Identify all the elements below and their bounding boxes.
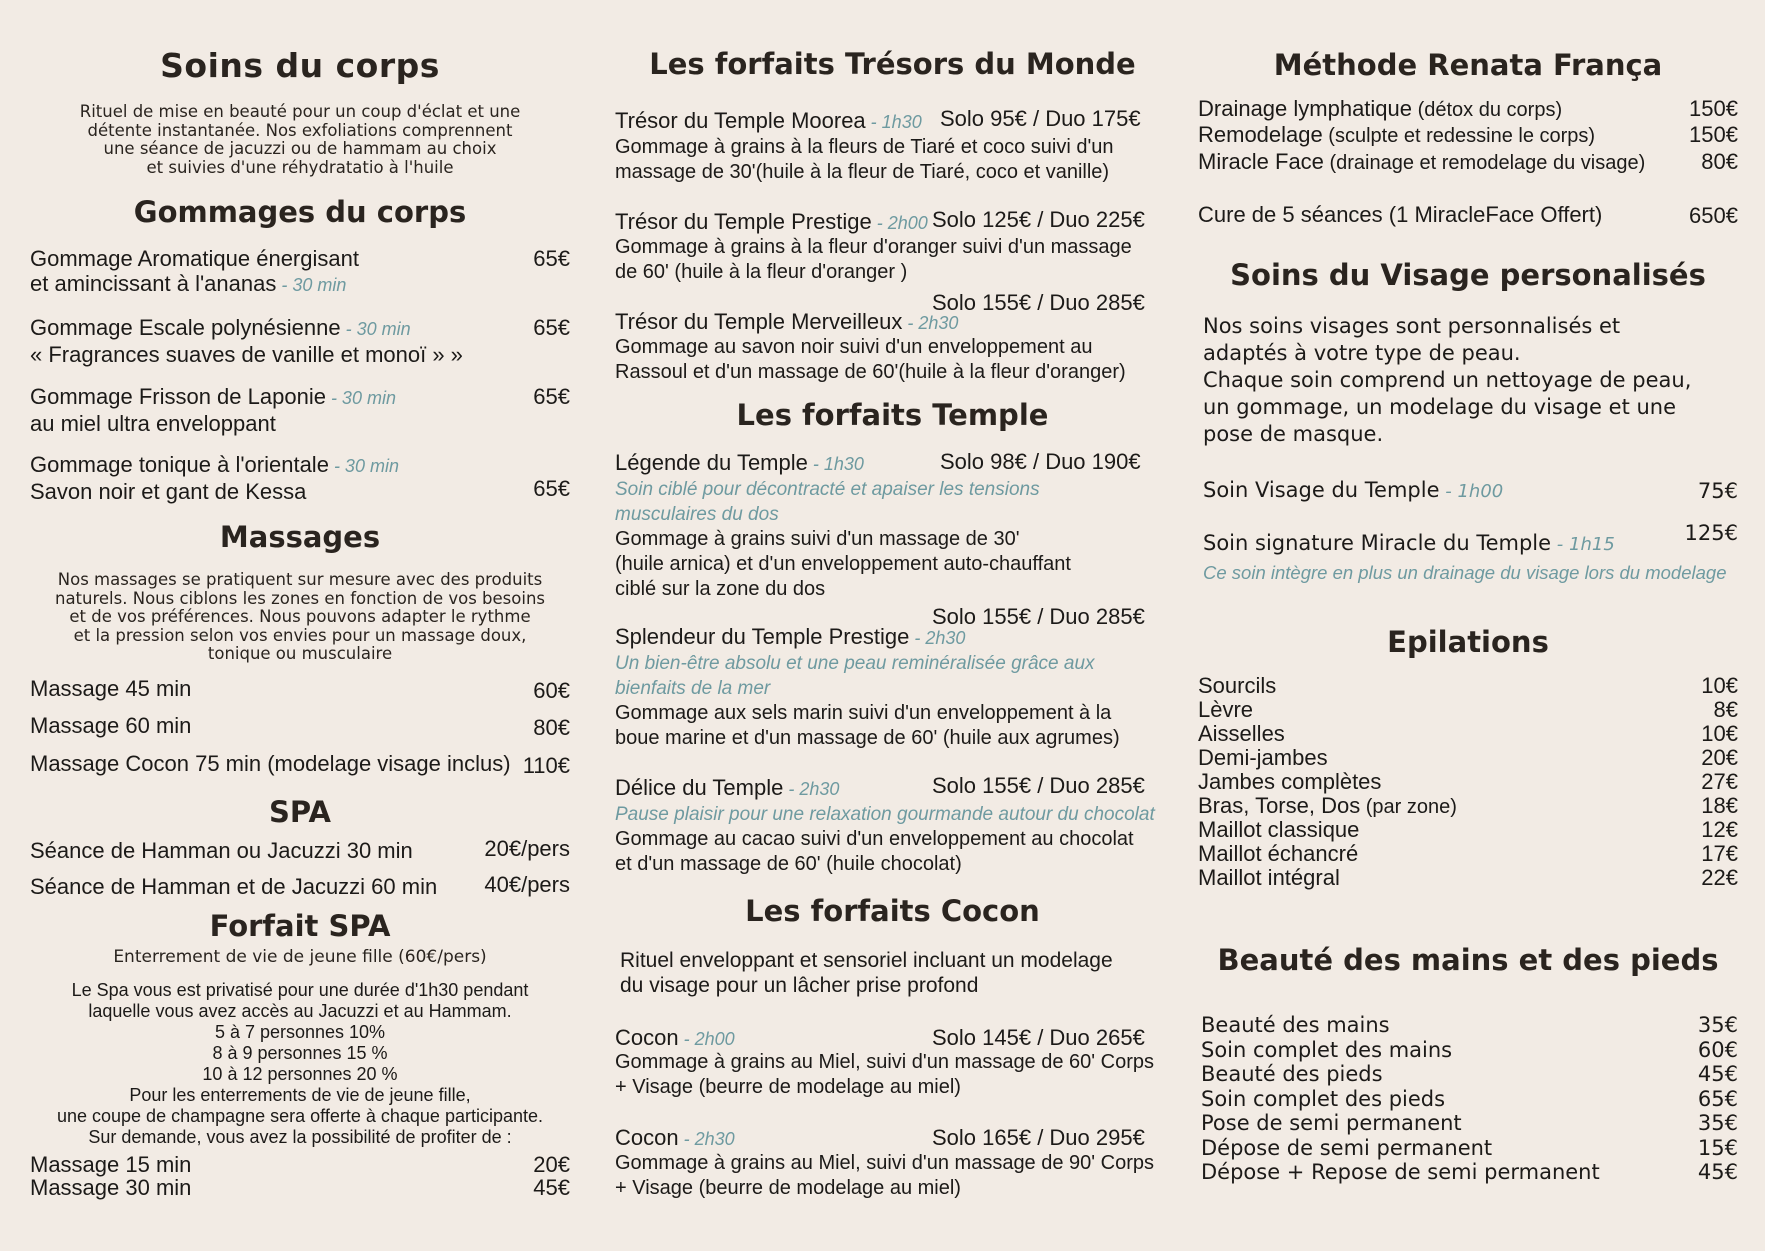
list-item: Massage 15 min (30, 1152, 192, 1177)
list-item (615, 624, 965, 651)
item-description: Gommage aux sels marin suivi d'un enveloppement à la boue marine et d'un massage de 60' (huile aux agrumes) (615, 702, 1120, 749)
list-item (30, 246, 359, 298)
item-duration: - 2h30 (783, 779, 840, 799)
item-price: 75€ (1697, 479, 1738, 503)
item-duration: - 1h15 (1551, 534, 1615, 555)
list-item (615, 209, 928, 236)
item-price: 35€ (1697, 1013, 1738, 1037)
list-item (1203, 530, 1615, 558)
list-item (1198, 1135, 1738, 1160)
item-name: Soin signature Miracle du Temple (1203, 531, 1552, 555)
item-duration: - 1h30 (865, 112, 922, 132)
item-price: 10€ (1701, 721, 1738, 746)
item-name: Trésor du Temple Prestige (615, 209, 872, 234)
item-price: 22€ (1701, 865, 1738, 890)
item-name: Maillot échancré (1198, 841, 1359, 866)
item-detail: (par zone) (1360, 796, 1457, 818)
list-item (615, 108, 922, 135)
list-item: Massage 30 min (30, 1175, 192, 1200)
item-price: 80€ (1701, 149, 1738, 174)
item-price: 17€ (1701, 841, 1738, 866)
soins-corps-intro: Rituel de mise en beauté pour un coup d'éclat et une détente instantanée. Nos exfoliations comprennent une séance de jacuzzi ou de hammam au choix et suivies d'une réhydratatio à l'huile (79, 102, 521, 177)
list-item (1198, 745, 1738, 769)
item-price: 60€ (1697, 1037, 1738, 1062)
list-item (1198, 793, 1738, 817)
list-item (1198, 721, 1738, 745)
list-item: Massage Cocon 75 min (modelage visage inclus) (30, 751, 511, 776)
item-name: Maillot classique (1198, 817, 1360, 842)
list-item (30, 384, 396, 436)
item-name: Beauté des mains (1201, 1013, 1390, 1037)
item-description: Gommage à grains au Miel, suivi d'un massage de 90' Corps + Visage (beurre de modelage au miel) (615, 1152, 1155, 1199)
list-item (1198, 1061, 1738, 1086)
item-name: Drainage lymphatique (1198, 96, 1413, 121)
item-note: Pause plaisir pour une relaxation gourmande autour du chocolat (615, 804, 1155, 825)
item-name: Gommage Aromatique énergisant (30, 246, 359, 271)
list-item: Séance de Hamman et de Jacuzzi 60 min (30, 874, 438, 899)
list-item (1198, 841, 1738, 865)
list-item (1198, 96, 1562, 123)
list-item (1198, 202, 1602, 229)
item-name: Trésor du Temple Merveilleux (615, 309, 903, 334)
list-item: Massage 60 min (30, 713, 192, 738)
item-duration: - 30 min (276, 275, 347, 295)
list-item (615, 450, 864, 477)
item-name: Délice du Temple (615, 775, 784, 800)
list-item: Massage 45 min (30, 676, 192, 701)
list-item (615, 775, 839, 802)
item-price: Solo 165€ / Duo 295€ (932, 1125, 1145, 1150)
item-price: 20€ (1701, 745, 1738, 770)
item-price: Solo 145€ / Duo 265€ (932, 1025, 1145, 1050)
item-price: 65€ (533, 315, 570, 340)
item-detail: (drainage et remodelage du visage) (1323, 152, 1646, 174)
item-price: 15€ (1697, 1135, 1738, 1160)
item-name: Remodelage (1198, 122, 1323, 147)
item-price: Solo 98€ / Duo 190€ (940, 449, 1141, 474)
forfait-spa-subtitle: Enterrement de vie de jeune fille (60€/pers) (113, 947, 487, 967)
item-name: Soin complet des mains (1201, 1037, 1453, 1062)
item-duration: - 1h30 (807, 454, 864, 474)
item-name: Beauté des pieds (1201, 1062, 1383, 1086)
item-price: 27€ (1701, 769, 1738, 794)
item-name: Maillot intégral (1198, 865, 1340, 890)
item-description: Gommage au cacao suivi d'un enveloppement au chocolat et d'un massage de 60' (huile chocolat) (615, 828, 1134, 875)
item-price: 80€ (533, 715, 570, 740)
item-name: Dépose + Repose de semi permanent (1201, 1160, 1600, 1184)
section-title-beaute: Beauté des mains et des pieds (1217, 943, 1719, 977)
item-price: 8€ (1713, 697, 1738, 722)
item-price: 150€ (1689, 96, 1738, 121)
item-price: 65€ (533, 384, 570, 409)
section-title-forfait-spa: Forfait SPA (209, 909, 391, 943)
item-duration: - 2h30 (902, 313, 959, 333)
item-price: 45€ (1697, 1062, 1738, 1086)
item-duration: - 30 min (325, 388, 396, 408)
item-duration: - 2h00 (871, 213, 928, 233)
section-title-temple: Les forfaits Temple (736, 398, 1049, 432)
cocon-intro: Rituel enveloppant et sensoriel incluant un modelage du visage pour un lâcher prise profond (620, 949, 1113, 997)
item-price: 650€ (1689, 203, 1738, 228)
item-price: Solo 155€ / Duo 285€ (932, 604, 1145, 629)
item-price: 40€/pers (484, 872, 570, 897)
item-name: Soin Visage du Temple (1203, 478, 1440, 502)
item-detail: (détox du corps) (1412, 99, 1563, 121)
item-name: Dépose de semi permanent (1201, 1135, 1493, 1160)
list-item (615, 1025, 735, 1052)
item-name: Cure de 5 séances (1 MiracleFace Offert) (1198, 202, 1603, 227)
item-price: 150€ (1689, 122, 1738, 147)
list-item (1198, 122, 1595, 149)
item-name: Aisselles (1198, 721, 1285, 746)
item-price: 125€ (1684, 521, 1738, 545)
item-description: Gommage à grains à la fleur d'oranger suivi d'un massage de 60' (huile à la fleur d'oranger ) (615, 236, 1132, 283)
section-title-visage: Soins du Visage personalisés (1230, 258, 1706, 292)
item-price: 10€ (1701, 673, 1738, 698)
item-duration: - 1h00 (1439, 481, 1504, 502)
list-item (1198, 865, 1738, 889)
item-duration: - 2h30 (909, 628, 966, 648)
section-title-cocon: Les forfaits Cocon (745, 894, 1040, 928)
item-price: Solo 155€ / Duo 285€ (932, 290, 1145, 315)
list-item (1198, 1012, 1738, 1037)
section-title-renata: Méthode Renata França (1273, 48, 1663, 82)
item-name: Gommage tonique à l'orientale (30, 452, 329, 477)
item-name: Splendeur du Temple Prestige (615, 624, 910, 649)
item-description: Gommage à grains à la fleurs de Tiaré et coco suivi d'un massage de 30'(huile à la fleur de Tiaré, coco et vanille) (615, 136, 1114, 183)
section-title-epilations: Epilations (1387, 625, 1549, 659)
list-item (1198, 149, 1645, 176)
item-description: Gommage à grains suivi d'un massage de 30' (huile arnica) et d'un enveloppement auto-chauffant ciblé sur la zone du dos (615, 528, 1071, 600)
list-item (1198, 673, 1738, 697)
item-price: Solo 95€ / Duo 175€ (940, 106, 1141, 131)
item-note: Ce soin intègre en plus un drainage du visage lors du modelage (1203, 562, 1727, 583)
item-name: Miracle Face (1198, 149, 1324, 174)
item-name: Cocon (615, 1025, 679, 1050)
item-price: 110€ (522, 753, 570, 778)
item-name: Pose de semi permanent (1201, 1111, 1462, 1135)
section-title-massages: Massages (219, 520, 381, 554)
item-price: 65€ (1697, 1086, 1738, 1111)
item-duration: - 2h00 (678, 1029, 735, 1049)
visage-intro: Nos soins visages sont personnalisés et adaptés à votre type de peau. Chaque soin comprend un nettoyage de peau, un gommage, un modelage du visage et une pose de masque. (1203, 314, 1692, 446)
item-name: Sourcils (1198, 673, 1277, 698)
list-item (1198, 1110, 1738, 1135)
list-item (615, 1125, 735, 1152)
item-price: 18€ (1701, 793, 1738, 818)
item-price: 35€ (1697, 1111, 1738, 1135)
list-item (1203, 477, 1503, 505)
list-item (615, 309, 958, 336)
list-item (30, 315, 463, 367)
item-name: Gommage Frisson de Laponie (30, 384, 326, 409)
item-name: Gommage Escale polynésienne (30, 315, 341, 340)
section-title-tresors: Les forfaits Trésors du Monde (649, 47, 1136, 81)
item-name: Lèvre (1198, 697, 1254, 722)
item-price: 45€ (1697, 1160, 1738, 1184)
massages-intro: Nos massages se pratiquent sur mesure avec des produits naturels. Nous ciblons les zones en fonction de vos besoins et de vos préférences. Nous pouvons adapter le rythme et la pression selon vos envies pour un massage doux, tonique ou musculaire (54, 570, 546, 663)
item-detail: (sculpte et redessine le corps) (1322, 125, 1596, 147)
item-line2: « Fragrances suaves de vanille et monoï » » (30, 342, 463, 367)
list-item (30, 452, 399, 504)
item-description: Gommage au savon noir suivi d'un enveloppement au Rassoul et d'un massage de 60'(huile à la fleur d'oranger) (615, 336, 1126, 383)
list-item (1198, 1159, 1738, 1184)
section-title-gommages: Gommages du corps (133, 195, 467, 229)
item-note: Un bien-être absolu et une peau reminéralisée grâce aux bienfaits de la mer (615, 653, 1095, 699)
item-price: 20€ (533, 1152, 570, 1177)
item-price: Solo 155€ / Duo 285€ (932, 773, 1145, 798)
list-item (1198, 1086, 1738, 1111)
item-price: 45€ (533, 1175, 570, 1200)
forfait-spa-text: Le Spa vous est privatisé pour une durée d'1h30 pendant laquelle vous avez accès au Jacuzzi et au Hammam. 5 à 7 personnes 10% 8 à 9 personnes 15 % 10 à 12 personnes 20 % Pour les enterrements de vie de jeune fille, une coupe de champagne sera offerte à chaque participante. Sur demande, vous avez la possibilité de profiter de : (56, 980, 544, 1147)
item-name: Légende du Temple (615, 450, 808, 475)
item-price: 60€ (533, 678, 570, 703)
list-item (1198, 697, 1738, 721)
item-price: 65€ (533, 246, 570, 271)
item-note: Soin ciblé pour décontracté et apaiser les tensions musculaires du dos (615, 479, 1040, 525)
item-duration: - 2h30 (678, 1129, 735, 1149)
list-item: Séance de Hamman ou Jacuzzi 30 min (30, 838, 413, 863)
list-item (1198, 769, 1738, 793)
item-price: 65€ (533, 476, 570, 501)
item-name: Trésor du Temple Moorea (615, 108, 866, 133)
item-description: Gommage à grains au Miel, suivi d'un massage de 60' Corps + Visage (beurre de modelage au miel) (615, 1051, 1155, 1098)
section-title-soins-corps: Soins du corps (160, 46, 440, 85)
item-name: Demi-jambes (1198, 745, 1328, 770)
item-line2: au miel ultra enveloppant (30, 411, 276, 436)
item-price: 12€ (1701, 817, 1738, 842)
item-duration: - 30 min (328, 456, 399, 476)
list-item (1198, 1037, 1738, 1062)
item-name: Jambes complètes (1198, 769, 1382, 794)
item-duration: - 30 min (340, 319, 411, 339)
item-price: Solo 125€ / Duo 225€ (932, 207, 1145, 232)
item-name: Cocon (615, 1125, 679, 1150)
section-title-spa: SPA (269, 795, 331, 829)
list-item (1198, 817, 1738, 841)
item-line2: Savon noir et gant de Kessa (30, 479, 307, 504)
item-name: Bras, Torse, Dos (1198, 793, 1361, 818)
item-line2: et amincissant à l'ananas (30, 271, 277, 296)
item-price: 20€/pers (484, 836, 570, 861)
item-name: Soin complet des pieds (1201, 1086, 1446, 1111)
